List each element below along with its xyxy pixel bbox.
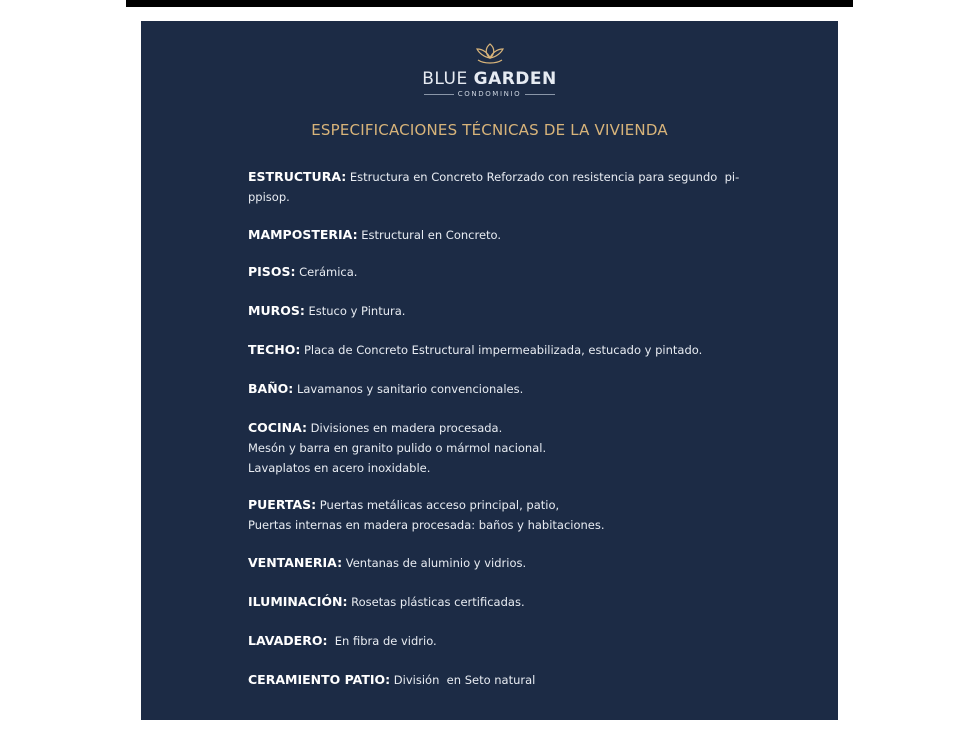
spec-text: Ventanas de aluminio y vidrios. (342, 556, 527, 570)
brand-subtitle: CONDOMINIO (457, 90, 522, 98)
spec-label: COCINA: (248, 420, 307, 435)
spec-text: Estructura en Concreto Reforzado con resistencia para segundo pi- ppisop. (248, 170, 740, 204)
spec-label: CERAMIENTO PATIO: (248, 672, 391, 687)
brand-subtitle-row (141, 90, 838, 98)
spec-techo (248, 340, 748, 360)
spec-ventaneria (248, 553, 748, 573)
brand-name (141, 69, 838, 89)
spec-label: ESTRUCTURA: (248, 169, 347, 184)
spec-label: ILUMINACIÓN: (248, 594, 348, 609)
spec-text: Estuco y Pintura. (304, 304, 406, 318)
spec-lavadero (248, 631, 748, 651)
spec-label: VENTANERIA: (248, 555, 343, 570)
brand-bold-text: GARDEN (473, 69, 557, 89)
spec-iluminacion (248, 592, 748, 612)
spec-muros (248, 301, 748, 321)
spec-label: PUERTAS: (248, 497, 317, 512)
spec-label: LAVADERO: (248, 633, 328, 648)
brand-light-text: BLUE (422, 69, 474, 89)
spec-text: Divisiones en madera procesada. Mesón y barra en granito pulido o mármol nacional. Lavaplatos en acero inoxidable. (248, 421, 547, 475)
spec-text: División en Seto natural (390, 673, 536, 687)
spec-text: Cerámica. (295, 265, 358, 279)
spec-text: Lavamanos y sanitario convencionales. (293, 382, 524, 396)
spec-label: PISOS: (248, 264, 296, 279)
top-black-bar (126, 0, 853, 7)
divider-left (424, 94, 454, 95)
divider-right (525, 94, 555, 95)
blue-garden-logo (141, 41, 838, 98)
specifications-panel (141, 21, 838, 720)
spec-estructura (248, 167, 748, 207)
spec-label: MAMPOSTERIA: (248, 227, 358, 242)
spec-label: BAÑO: (248, 381, 294, 396)
spec-text: Puertas metálicas acceso principal, patio, Puertas internas en madera procesada: baños y habitaciones. (248, 498, 605, 532)
spec-ceramiento-patio (248, 670, 748, 690)
spec-label: MUROS: (248, 303, 305, 318)
spec-bano (248, 379, 748, 399)
spec-cocina (248, 418, 748, 478)
leaf-emblem-icon (472, 41, 508, 67)
spec-mamposteria (248, 225, 748, 245)
spec-text: En fibra de vidrio. (327, 634, 437, 648)
page-title: ESPECIFICACIONES TÉCNICAS DE LA VIVIENDA (311, 121, 668, 139)
spec-puertas (248, 495, 748, 535)
spec-text: Estructural en Concreto. (357, 228, 502, 242)
spec-text: Placa de Concreto Estructural impermeabilizada, estucado y pintado. (300, 343, 703, 357)
spec-text: Rosetas plásticas certificadas. (347, 595, 525, 609)
spec-pisos (248, 262, 748, 282)
spec-label: TECHO: (248, 342, 301, 357)
